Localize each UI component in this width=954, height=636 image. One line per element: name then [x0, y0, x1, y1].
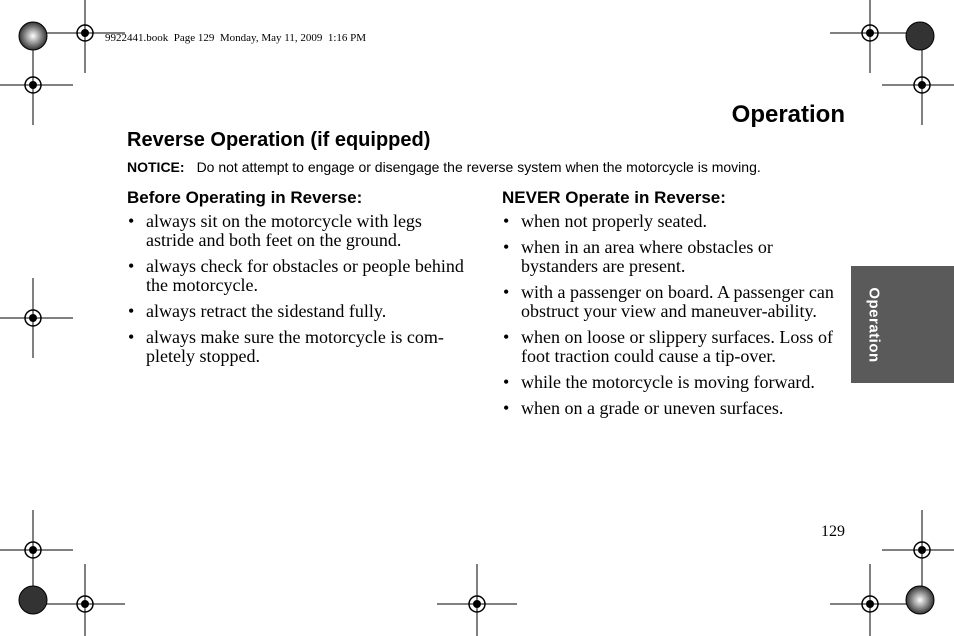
bullet-icon: •: [128, 301, 135, 321]
bullet-icon: •: [503, 282, 510, 302]
list-item: • when not properly seated.: [503, 211, 707, 231]
bullet-icon: •: [503, 211, 510, 231]
list-item: • while the motorcycle is moving forward.: [503, 372, 815, 392]
bullet-icon: •: [503, 398, 510, 418]
list-item: • when on a grade or uneven surfaces.: [503, 398, 784, 418]
bullet-icon: •: [503, 237, 510, 257]
never-reverse-heading: NEVER Operate in Reverse:: [502, 188, 726, 207]
list-item: • with a passenger on board. A passenger can obstruct your view and maneuver-ability.: [503, 282, 834, 321]
notice-label: NOTICE:: [127, 159, 185, 175]
bullet-icon: •: [503, 372, 510, 392]
list-item: • when in an area where obstacles or bystanders are present.: [503, 237, 773, 276]
never-reverse-list: [502, 212, 847, 418]
page-number: 129: [821, 523, 845, 540]
list-item: • always make sure the motorcycle is com-pletely stopped.: [128, 327, 444, 366]
list-item: • always retract the sidestand fully.: [128, 301, 387, 321]
list-item: • always sit on the motorcycle with legs astride and both feet on the ground.: [128, 211, 422, 250]
section-title: Operation: [731, 101, 845, 128]
bullet-icon: •: [128, 256, 135, 276]
before-reverse-heading: Before Operating in Reverse:: [127, 188, 363, 207]
book-page-meta: 9922441.book Page 129 Monday, May 11, 2009 1:16 PM: [105, 32, 367, 44]
bullet-icon: •: [503, 327, 510, 347]
list-item: • always check for obstacles or people behind the motorcycle.: [128, 256, 464, 295]
subsection-title: Reverse Operation (if equipped): [127, 129, 431, 151]
chapter-side-tab-label: Operation: [865, 287, 883, 363]
list-item: • when on loose or slippery surfaces. Loss of foot traction could cause a tip-over.: [503, 327, 833, 366]
notice-text: Do not attempt to engage or disengage the reverse system when the motorcycle is moving.: [196, 159, 761, 175]
notice: [127, 159, 761, 175]
before-reverse-column: [127, 188, 472, 373]
bullet-icon: •: [128, 327, 135, 347]
before-reverse-list: [127, 212, 472, 366]
never-reverse-column: [502, 188, 847, 425]
bullet-icon: •: [128, 211, 135, 231]
